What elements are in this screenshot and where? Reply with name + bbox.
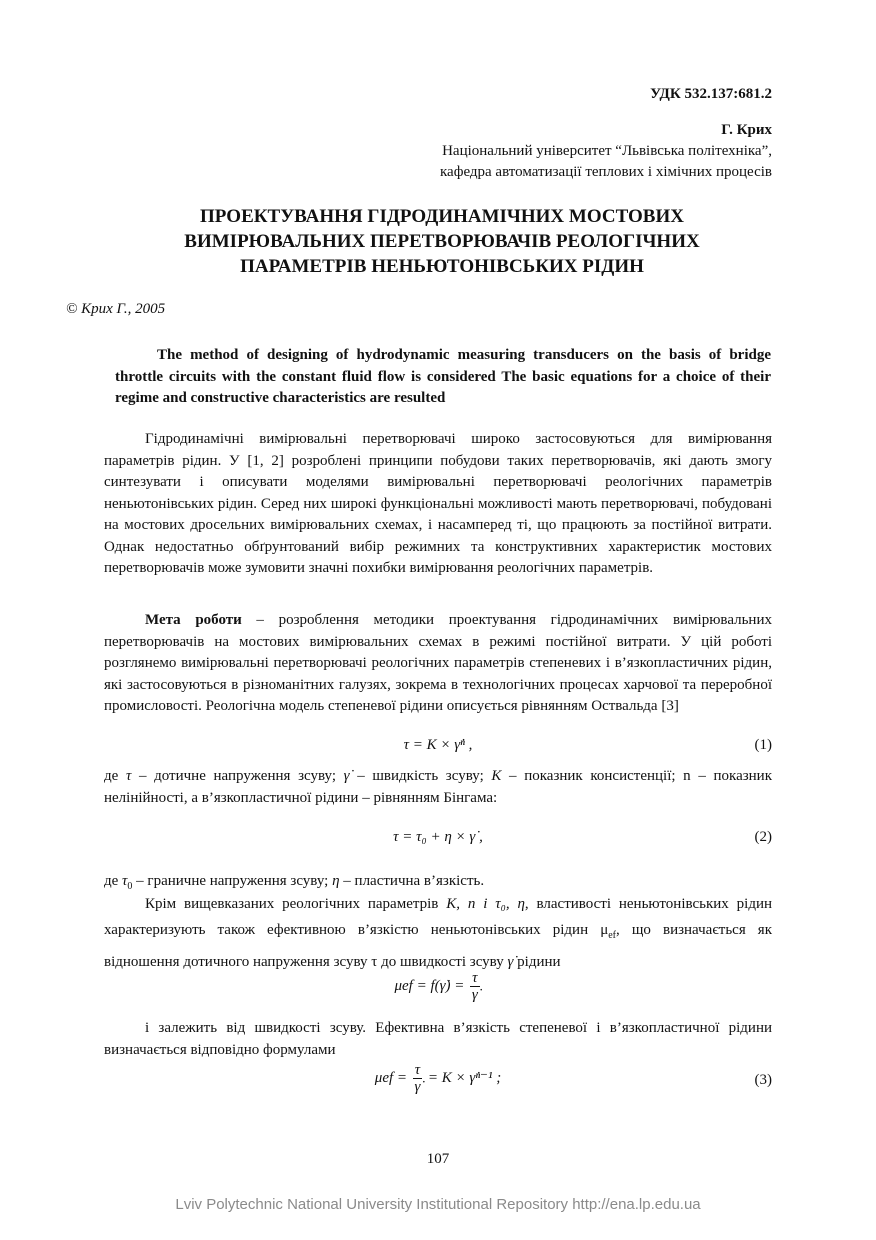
symbol-params: K, n і τ₀, η bbox=[446, 896, 525, 912]
equation-3-number: (3) bbox=[754, 1072, 772, 1088]
symbol-eta: η bbox=[332, 873, 340, 889]
copyright-notice: © Крих Г., 2005 bbox=[66, 301, 166, 317]
equation-1 bbox=[104, 737, 772, 761]
fraction: $\frac{\tau}{\gammȧ}$ bbox=[414, 1062, 421, 1095]
symbol-k: K bbox=[491, 768, 502, 784]
equation-2 bbox=[104, 829, 772, 853]
title-line-2: ВИМІРЮВАЛЬНИХ ПЕРЕТВОРЮВАЧІВ РЕОЛОГІЧНИХ bbox=[184, 231, 700, 252]
udk-code: УДК 532.137:681.2 bbox=[650, 86, 772, 102]
goal-text: – розроблення методики проектування гідродинамічних вимірювальних перетворювачів на мостових вимірювальних схемах в режимі постійної витрати. У цій роботі розглянемо вимірювальні перетворювачі реологічних параметрів степеневих і в’язкопластичних рідин, які застосовуються в різноманітних галузях, зокрема в технологічних процесах харчової та переробної промисловості. Реологічна модель степеневої рідини описується рівнянням Оствальда [3] bbox=[104, 612, 772, 714]
equation-1-formula: τ = K × γ̇ⁿ , bbox=[403, 737, 473, 753]
symbol-mu-ef: $\mu_{ef}$ bbox=[600, 922, 617, 941]
paragraph-definitions-1: де τ – дотичне напруження зсуву; γ̇ – швидкість зсуву; K – показник консистенції; n – показник нелінійності, а в’язкопластичної рідини – рівнянням Бінгама: bbox=[104, 768, 772, 806]
equation-3 bbox=[104, 1062, 772, 1104]
paragraph-goal bbox=[104, 610, 772, 718]
paper-title bbox=[100, 204, 784, 279]
title-line-1: ПРОЕКТУВАННЯ ГІДРОДИНАМІЧНИХ МОСТОВИХ bbox=[200, 206, 684, 227]
title-line-3: ПАРАМЕТРІВ НЕНЬЮТОНІВСЬКИХ РІДИН bbox=[240, 256, 644, 277]
paragraph-effective-viscosity: Крім вищевказаних реологічних параметрів K, n і τ₀, η, властивості неньютонівських рідин характеризують також ефективною в’язкістю неньютонівських рідин $\mu_{ef}$, що визначається як відношення дотичного напруження зсуву τ до швидкості зсуву γ̇ рідини bbox=[104, 896, 773, 970]
equation-1-number: (1) bbox=[754, 737, 772, 753]
symbol-gamma-dot: γ̇ bbox=[507, 954, 514, 970]
symbol-tau: τ bbox=[371, 954, 378, 970]
fraction: $\frac{\tau}{\gammȧ}$ bbox=[471, 970, 478, 1003]
equation-effective-viscosity bbox=[104, 970, 772, 1012]
paragraph-introduction: Гідродинамічні вимірювальні перетворювачі широко застосовуються для вимірювання параметрів рідин. У [1, 2] розроблені принципи побудови таких перетворювачів, які дають змогу синтезувати і описувати моделями вимірювальні перетворювачі реологічних параметрів неньютонівських рідин. Серед них широкі функціональні можливості мають перетворювачі, побудовані на мостових дросельних вимірювальних схемах, і насамперед ті, що працюють за постійної витрати. Однак недостатньо обґрунтований вибір режимних та конструктивних характеристик мостових перетворювачів може зумовити значні похибки вимірювання реологічних параметрів. bbox=[104, 431, 772, 576]
equation-3-rhs: = K × γ̇ⁿ⁻¹ ; bbox=[427, 1069, 502, 1086]
author-affiliation bbox=[440, 141, 772, 183]
affiliation-university: Національний університет “Львівська політехніка”, bbox=[442, 143, 772, 159]
equation-2-formula: τ = τ₀ + η × γ̇ , bbox=[393, 829, 483, 845]
abstract: The method of designing of hydrodynamic measuring transducers on the basis of bridge throttle circuits with the constant fluid flow is considered The basic equations for a choice of their regime and constructive characteristics are resulted bbox=[115, 347, 771, 406]
repository-footer: Lviv Polytechnic National University Institutional Repository http://ena.lp.edu.ua bbox=[175, 1196, 701, 1213]
symbol-tau: τ bbox=[125, 768, 132, 784]
affiliation-department: кафедра автоматизації теплових і хімічних процесів bbox=[440, 164, 772, 180]
equation-3-lhs: μef = bbox=[374, 1069, 408, 1086]
equation-lhs: μef = f(γ̇) = bbox=[394, 977, 465, 994]
goal-label: Мета роботи bbox=[145, 612, 242, 628]
page-number: 107 bbox=[426, 1151, 450, 1167]
paragraph-shear-dependence: і залежить від швидкості зсуву. Ефективна в’язкість степеневої і в’язкопластичної рідини визначається відповідно формулами bbox=[104, 1020, 772, 1058]
paragraph-definitions-2: де $\tau_0$ – граничне напруження зсуву; η – пластична в’язкість. bbox=[104, 873, 485, 892]
equation-2-number: (2) bbox=[754, 829, 772, 845]
author-name: Г. Крих bbox=[721, 122, 772, 138]
symbol-tau0: τ bbox=[122, 873, 128, 889]
symbol-gamma-dot: γ̇ bbox=[343, 768, 350, 784]
